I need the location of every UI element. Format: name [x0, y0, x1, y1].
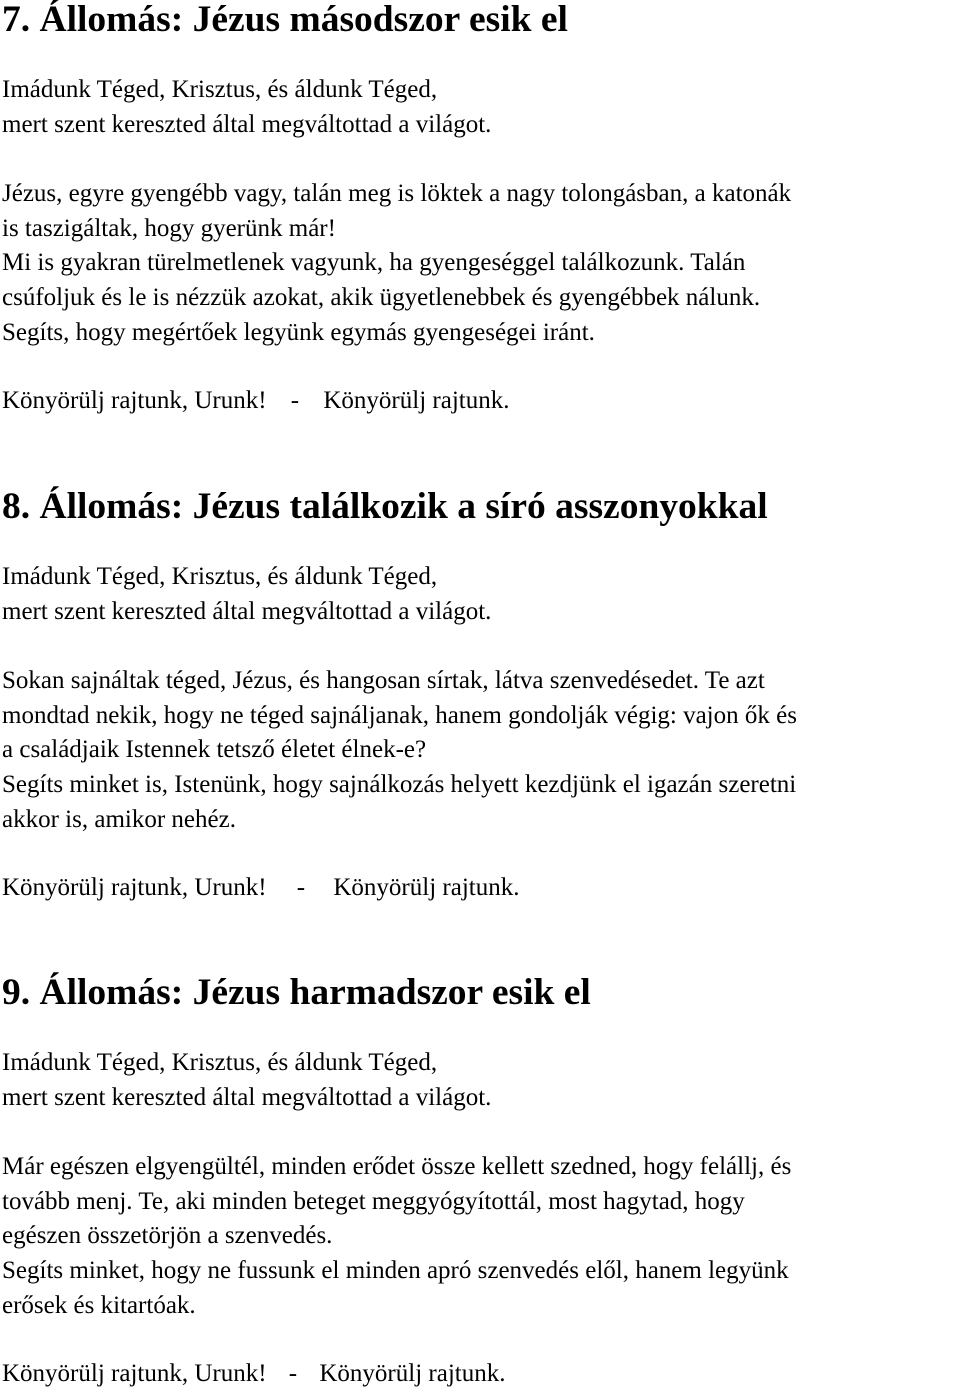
meditation-line: Segíts minket, hogy ne fussunk el minden apró szenvedés elől, hanem legyünk: [2, 1256, 789, 1284]
station-7: [2, 0, 958, 419]
station-heading: 8. Állomás: Jézus találkozik a síró asszonyokkal: [2, 486, 768, 527]
station-8: [2, 486, 958, 906]
meditation-line: mondtad nekik, hogy ne téged sajnáljanak, hanem gondolják végig: vajon ők és: [2, 701, 797, 729]
meditation-line: Segíts, hogy megértőek legyünk egymás gyengeségei iránt.: [2, 318, 595, 346]
meditation: [2, 664, 958, 837]
response: [2, 384, 958, 419]
response-dash: -: [290, 387, 300, 415]
meditation-line: a családjaik Istennek tetsző életet élnek-e?: [2, 736, 427, 764]
meditation-line: Mi is gyakran türelmetlenek vagyunk, ha gyengeséggel találkozunk. Talán: [2, 249, 746, 277]
meditation: [2, 177, 958, 350]
response: [2, 871, 958, 906]
invocation-line: mert szent kereszted által megváltottad a világot.: [2, 110, 492, 138]
invocation-line: mert szent kereszted által megváltottad a világot.: [2, 1083, 492, 1111]
invocation: [2, 1046, 958, 1115]
invocation: [2, 560, 958, 629]
station-heading: 9. Állomás: Jézus harmadszor esik el: [2, 972, 591, 1013]
meditation-line: is taszigáltak, hogy gyerünk már!: [2, 214, 336, 242]
response-call: Könyörülj rajtunk, Urunk!: [2, 387, 267, 415]
response: [2, 1357, 958, 1392]
meditation-line: Sokan sajnáltak téged, Jézus, és hangosan sírtak, látva szenvedésedet. Te azt: [2, 667, 765, 695]
response-dash: -: [288, 1360, 298, 1388]
meditation-line: Már egészen elgyengültél, minden erődet össze kellett szedned, hogy felállj, és: [2, 1153, 792, 1181]
response-call: Könyörülj rajtunk, Urunk!: [2, 1360, 267, 1388]
response-dash: -: [296, 874, 306, 902]
meditation-line: egészen összetörjön a szenvedés.: [2, 1222, 333, 1250]
invocation-line: Imádunk Téged, Krisztus, és áldunk Téged,: [2, 1049, 438, 1076]
invocation-line: Imádunk Téged, Krisztus, és áldunk Téged,: [2, 76, 438, 103]
invocation: [2, 73, 958, 142]
invocation-line: mert szent kereszted által megváltottad a világot.: [2, 597, 492, 625]
station-9: [2, 972, 958, 1392]
response-answer: Könyörülj rajtunk.: [333, 874, 520, 902]
meditation-line: Segíts minket is, Istenünk, hogy sajnálkozás helyett kezdjünk el igazán szeretni: [2, 770, 797, 798]
invocation-line: Imádunk Téged, Krisztus, és áldunk Téged,: [2, 563, 438, 590]
meditation-line: tovább menj. Te, aki minden beteget meggyógyítottál, most hagytad, hogy: [2, 1187, 745, 1215]
meditation: [2, 1150, 958, 1323]
response-answer: Könyörülj rajtunk.: [323, 387, 510, 415]
meditation-line: csúfoljuk és le is nézzük azokat, akik ügyetlenebbek és gyengébbek nálunk.: [2, 283, 761, 311]
meditation-line: Jézus, egyre gyengébb vagy, talán meg is löktek a nagy tolongásban, a katonák: [2, 180, 792, 208]
meditation-line: akkor is, amikor nehéz.: [2, 805, 236, 833]
response-answer: Könyörülj rajtunk.: [319, 1360, 506, 1388]
response-call: Könyörülj rajtunk, Urunk!: [2, 874, 267, 902]
station-heading: 7. Állomás: Jézus másodszor esik el: [2, 0, 568, 40]
meditation-line: erősek és kitartóak.: [2, 1291, 196, 1319]
